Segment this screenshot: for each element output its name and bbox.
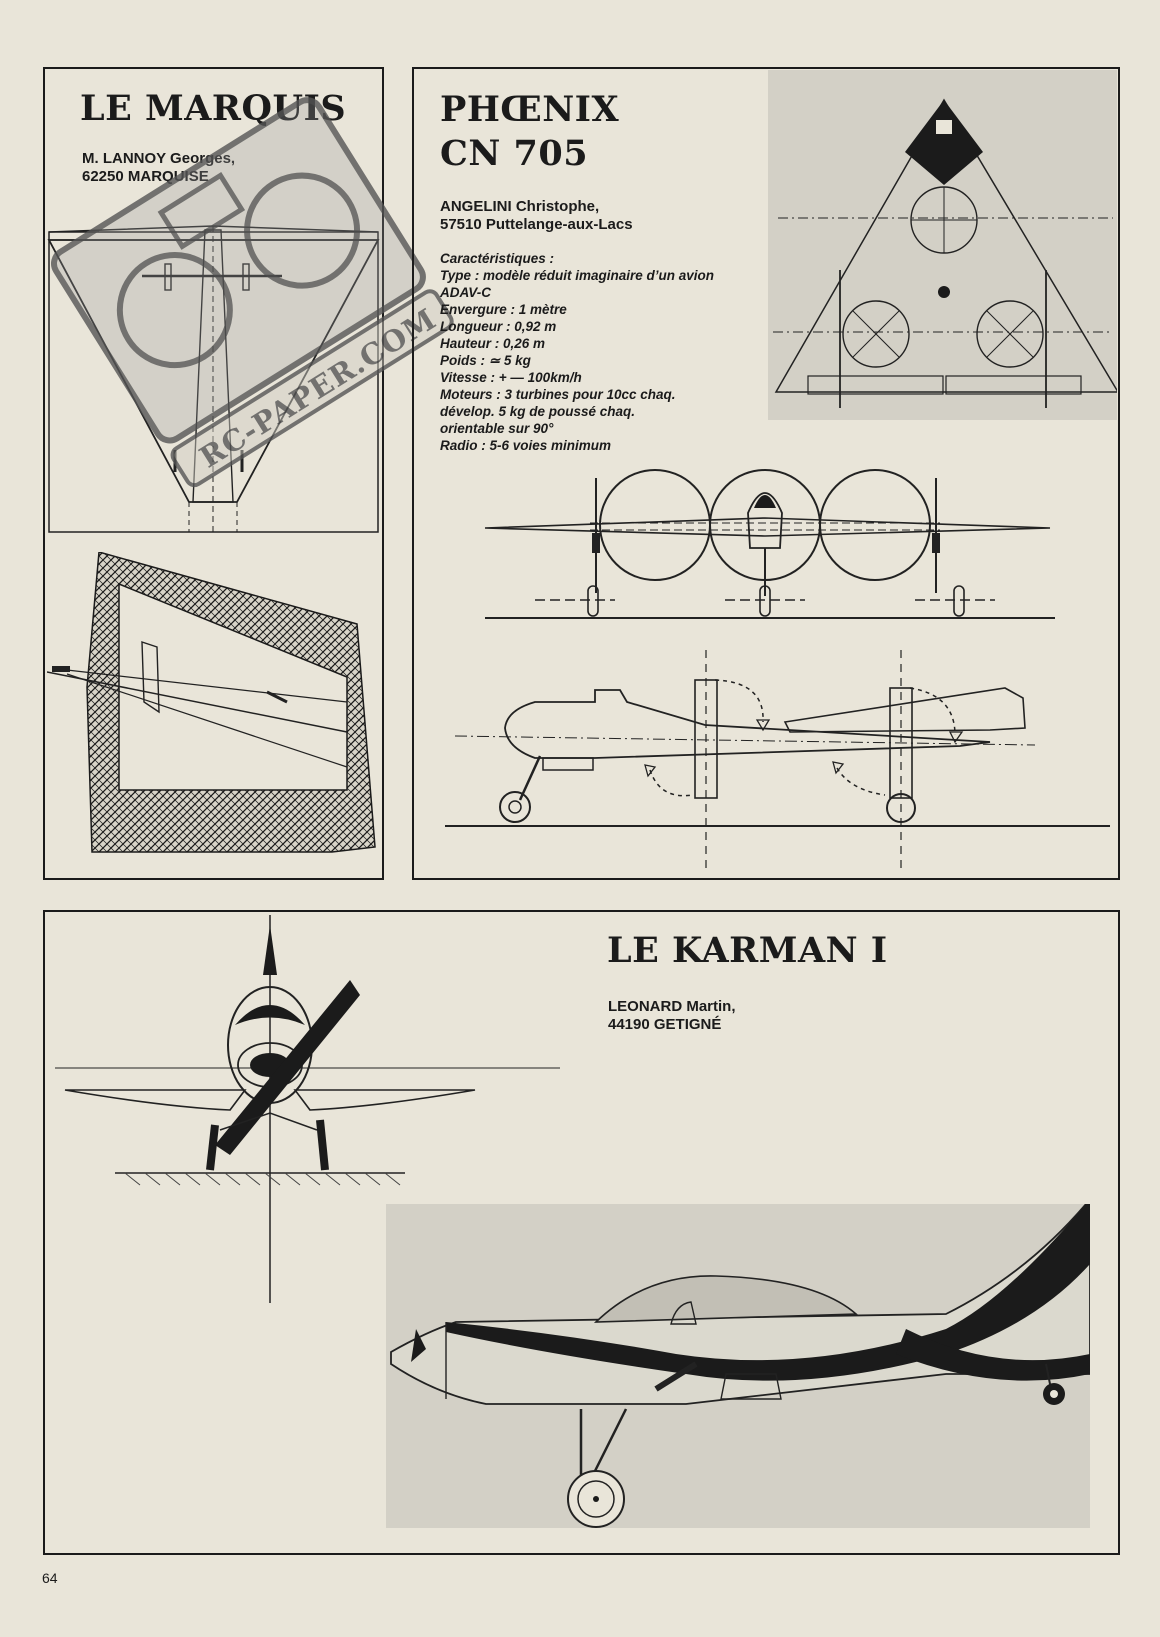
phoenix-specs: [440, 250, 714, 454]
spec-line: Vitesse : + — 100km/h: [440, 370, 582, 385]
marquis-perspective-drawing: [47, 552, 380, 857]
phoenix-side-view: [445, 650, 1115, 868]
phoenix-author-address: 57510 Puttelange-aux-Lacs: [440, 216, 633, 233]
spec-line: Radio : 5-6 voies minimum: [440, 438, 612, 453]
spec-line: Hauteur : 0,26 m: [440, 336, 546, 351]
karman-side-view: [386, 1204, 1090, 1528]
spec-line: Poids : ≃ 5 kg: [440, 353, 531, 368]
page-number: 64: [42, 1570, 58, 1586]
phoenix-front-view: [480, 468, 1060, 623]
karman-author-address: 44190 GETIGNÉ: [608, 1016, 722, 1033]
phoenix-title: [440, 88, 619, 176]
spec-line: ADAV-C: [440, 285, 491, 300]
spec-line: Longueur : 0,92 m: [440, 319, 557, 334]
phoenix-author: [440, 198, 633, 234]
marquis-author-address: 62250 MARQUISE: [82, 168, 209, 185]
phoenix-title-line-1: PHŒNIX: [440, 89, 620, 130]
spec-line: orientable sur 90°: [440, 421, 554, 436]
karman-author-name: LEONARD Martin,: [608, 998, 736, 1015]
phoenix-title-line-2: CN 705: [440, 133, 589, 174]
karman-title: LE KARMAN I: [607, 930, 888, 971]
phoenix-top-view: [768, 70, 1117, 420]
spec-line: Type : modèle réduit imaginaire d’un avion: [440, 268, 715, 283]
marquis-author-name: M. LANNOY Georges,: [82, 150, 236, 167]
spec-line: Moteurs : 3 turbines pour 10cc chaq.: [440, 387, 676, 402]
phoenix-author-name: ANGELINI Christophe,: [440, 198, 600, 215]
spec-line: dévelop. 5 kg de poussé chaq.: [440, 404, 636, 419]
spec-line: Caractéristiques :: [440, 251, 555, 266]
marquis-title: LE MARQUIS: [80, 88, 347, 129]
watermark-text: RC-PAPER.COM: [193, 301, 443, 475]
karman-author: [608, 998, 736, 1034]
spec-line: Envergure : 1 mètre: [440, 302, 567, 317]
